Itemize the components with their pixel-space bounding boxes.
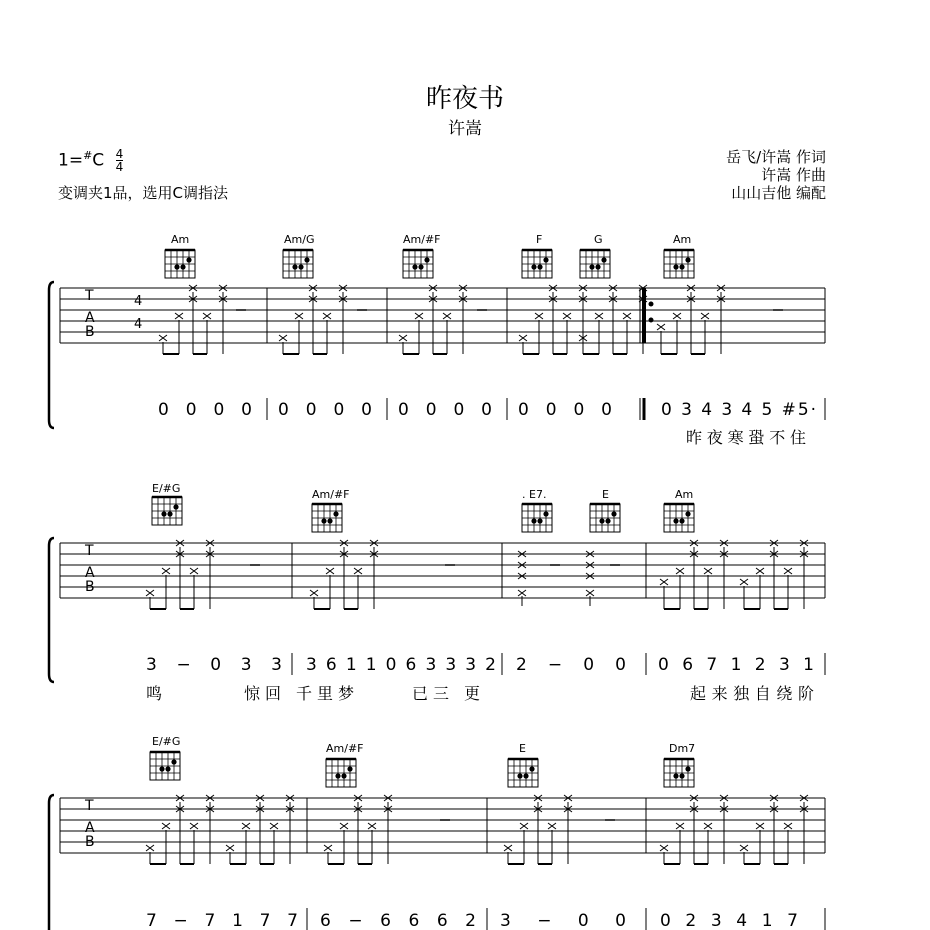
finger-dot [167,511,172,516]
svg-text:E: E [519,742,526,755]
lyric-line: 昨夜寒蛩不住 [686,428,806,447]
chord-am [171,233,189,246]
finger-dot [673,518,678,523]
finger-dot [595,264,600,269]
tab-note [190,568,198,574]
time-sig-top: 4 [134,294,143,309]
repeat-dot [649,302,654,307]
finger-dot [529,766,534,771]
svg-text:E/#G: E/#G [152,482,181,495]
chord-diagram [326,759,356,787]
numbered-measure: 0 0 0 0 [398,400,492,420]
tab-note [657,324,665,330]
numbered-measure: 0 0 0 0 [158,400,252,420]
tab-notes [146,795,808,864]
finger-dot [685,257,690,262]
chord-am [675,488,693,501]
chord-e-gsharp [152,735,180,748]
numbered-measure: 0 0 0 0 [518,400,612,420]
finger-dot [531,518,536,523]
chord-e7 [522,488,546,501]
chord-diagram [150,752,180,780]
key-note: C [92,150,105,171]
key-sharp: # [83,148,93,162]
finger-dot [685,766,690,771]
finger-dot [599,518,604,523]
tab-note [324,845,332,851]
finger-dot [611,511,616,516]
time-sig-bottom: 4 [134,317,143,332]
tab-note [520,823,528,829]
finger-dot [537,264,542,269]
finger-dot [159,766,164,771]
tab-note [295,313,303,319]
chord-diagram [152,497,182,525]
chord-diagram [522,250,552,278]
finger-dot [186,257,191,262]
time-top: 4 [115,147,124,161]
numbered-measure: 0 6 7 1 2 3 1 [658,655,814,675]
tab-clef-t: T [85,543,94,559]
chord-diagram [165,250,195,278]
chord-e [602,488,609,501]
svg-text:Am: Am [675,488,694,501]
tab-notes [146,540,808,609]
tab-clef-b: B [85,579,95,595]
lyric-line: 鸣 [146,684,163,703]
svg-text:G: G [594,233,603,246]
chord-am-fsharp [326,742,364,755]
chord-diagram [664,504,694,532]
numbered-measure: 0 0 0 0 [278,400,372,420]
finger-dot [335,773,340,778]
finger-dot [673,264,678,269]
capo-note: 变调夹1品，选用C调指法 [58,184,229,202]
tab-note [519,335,527,341]
tab-clef-b: B [85,324,95,340]
tab-note [676,568,684,574]
finger-dot [165,766,170,771]
finger-dot [292,264,297,269]
lyric-line: 惊回 千里梦 [244,684,354,703]
tab-clef-a: A [85,310,95,326]
finger-dot [180,264,185,269]
numbered-measure: 3 − 0 3 3 [146,655,282,675]
tab-clef-a: A [85,565,95,581]
tab-staff-1 [60,288,825,343]
chord-diagram [580,250,610,278]
finger-dot [679,518,684,523]
numbered-measure: 2 − 0 0 [516,655,626,675]
tab-note [586,590,594,596]
tab-note [740,845,748,851]
tab-staff-2 [60,543,825,598]
tab-note [548,823,556,829]
finger-dot [531,264,536,269]
tab-note [279,335,287,341]
finger-dot [304,257,309,262]
tab-note [242,823,250,829]
chord-diagram [590,504,620,532]
numbered-measure: 0 3 4 3 4 5 #5· [661,400,816,420]
tab-note [162,823,170,829]
tab-note [740,579,748,585]
tab-note [146,845,154,851]
finger-dot [321,518,326,523]
chord-g [594,233,603,246]
tab-note [756,568,764,574]
tab-note [190,823,198,829]
finger-dot [298,264,303,269]
tab-staff-3 [60,798,825,853]
tab-note [415,313,423,319]
chord-e [519,742,526,755]
repeat-dot [649,318,654,323]
finger-dot [605,518,610,523]
tab-note [595,313,603,319]
credit-arranger: 山山吉他 编配 [731,184,826,202]
finger-dot [537,518,542,523]
tab-note [535,313,543,319]
chord-diagram [508,759,538,787]
tab-note [368,823,376,829]
chord-diagram [312,504,342,532]
credit-music: 许嵩 作曲 [761,166,826,184]
time-bottom: 4 [115,160,124,174]
tab-note [673,313,681,319]
finger-dot [412,264,417,269]
tab-note [704,823,712,829]
svg-text:Am/#F: Am/#F [312,488,350,501]
tab-note [146,590,154,596]
svg-text:Am: Am [171,233,190,246]
finger-dot [171,759,176,764]
finger-dot [424,257,429,262]
finger-dot [517,773,522,778]
svg-text:F: F [536,233,543,246]
finger-dot [679,264,684,269]
chord-am-fsharp [312,488,350,501]
tab-note [399,335,407,341]
tab-note [784,568,792,574]
singer-name: 许嵩 [448,119,482,139]
tab-note [162,568,170,574]
finger-dot [523,773,528,778]
tab-note [660,845,668,851]
tab-note [701,313,709,319]
finger-dot [543,511,548,516]
tab-note [226,845,234,851]
chord-diagram [283,250,313,278]
numbered-measure: 0 2 3 4 1 7 [660,911,798,930]
tab-note [756,823,764,829]
tab-note [660,579,668,585]
finger-dot [543,257,548,262]
finger-dot [333,511,338,516]
tab-note [784,823,792,829]
svg-text:Am/G: Am/G [284,233,315,246]
finger-dot [418,264,423,269]
chord-dm7 [669,742,695,755]
finger-dot [173,504,178,509]
svg-text:E/#G: E/#G [152,735,181,748]
finger-dot [589,264,594,269]
svg-text:. E7.: . E7. [522,488,547,501]
key-prefix: 1= [58,150,84,171]
tab-note [326,568,334,574]
numbered-measure: 6 − 6 6 6 2 [320,911,476,930]
tab-clef-t: T [85,288,94,304]
numbered-measure: 3 − 0 0 [500,911,626,930]
finger-dot [347,766,352,771]
tab-clef-b: B [85,834,95,850]
chord-e-gsharp [152,482,180,495]
tab-note [203,313,211,319]
finger-dot [341,773,346,778]
tab-clef-a: A [85,820,95,836]
chord-am-2 [673,233,691,246]
svg-text:Am: Am [673,233,692,246]
chord-am-fsharp [403,233,441,246]
tab-clef-t: T [85,798,94,814]
finger-dot [679,773,684,778]
finger-dot [685,511,690,516]
tab-note [504,845,512,851]
song-title: 昨夜书 [425,84,504,114]
finger-dot [673,773,678,778]
svg-text:E: E [602,488,609,501]
chord-diagram [522,504,552,532]
chord-f [536,233,542,246]
chord-diagram [403,250,433,278]
lyric-line: 已三 更 [412,684,480,703]
finger-dot [161,511,166,516]
tab-note [518,590,526,596]
tab-note [704,568,712,574]
chord-am-g [284,233,314,246]
tab-note [354,568,362,574]
tab-note [340,823,348,829]
tab-note [310,590,318,596]
finger-dot [327,518,332,523]
tab-note [623,313,631,319]
svg-text:Am/#F: Am/#F [326,742,364,755]
chord-diagram [664,759,694,787]
svg-text:Dm7: Dm7 [669,742,696,755]
tab-note [563,313,571,319]
numbered-measure: 3 6 1 1 0 6 3 3 3 2 [306,655,496,675]
finger-dot [601,257,606,262]
chord-diagram [664,250,694,278]
tab-note [159,335,167,341]
tab-note [270,823,278,829]
tab-note [676,823,684,829]
tab-note [323,313,331,319]
svg-text:Am/#F: Am/#F [403,233,441,246]
finger-dot [174,264,179,269]
tab-note [175,313,183,319]
lyric-line: 起来独自绕阶 [690,684,814,703]
numbered-measure: 7 − 7 1 7 7 [146,911,298,930]
credit-lyrics: 岳飞/许嵩 作词 [726,148,826,166]
system-3 [49,735,825,930]
tab-note [443,313,451,319]
